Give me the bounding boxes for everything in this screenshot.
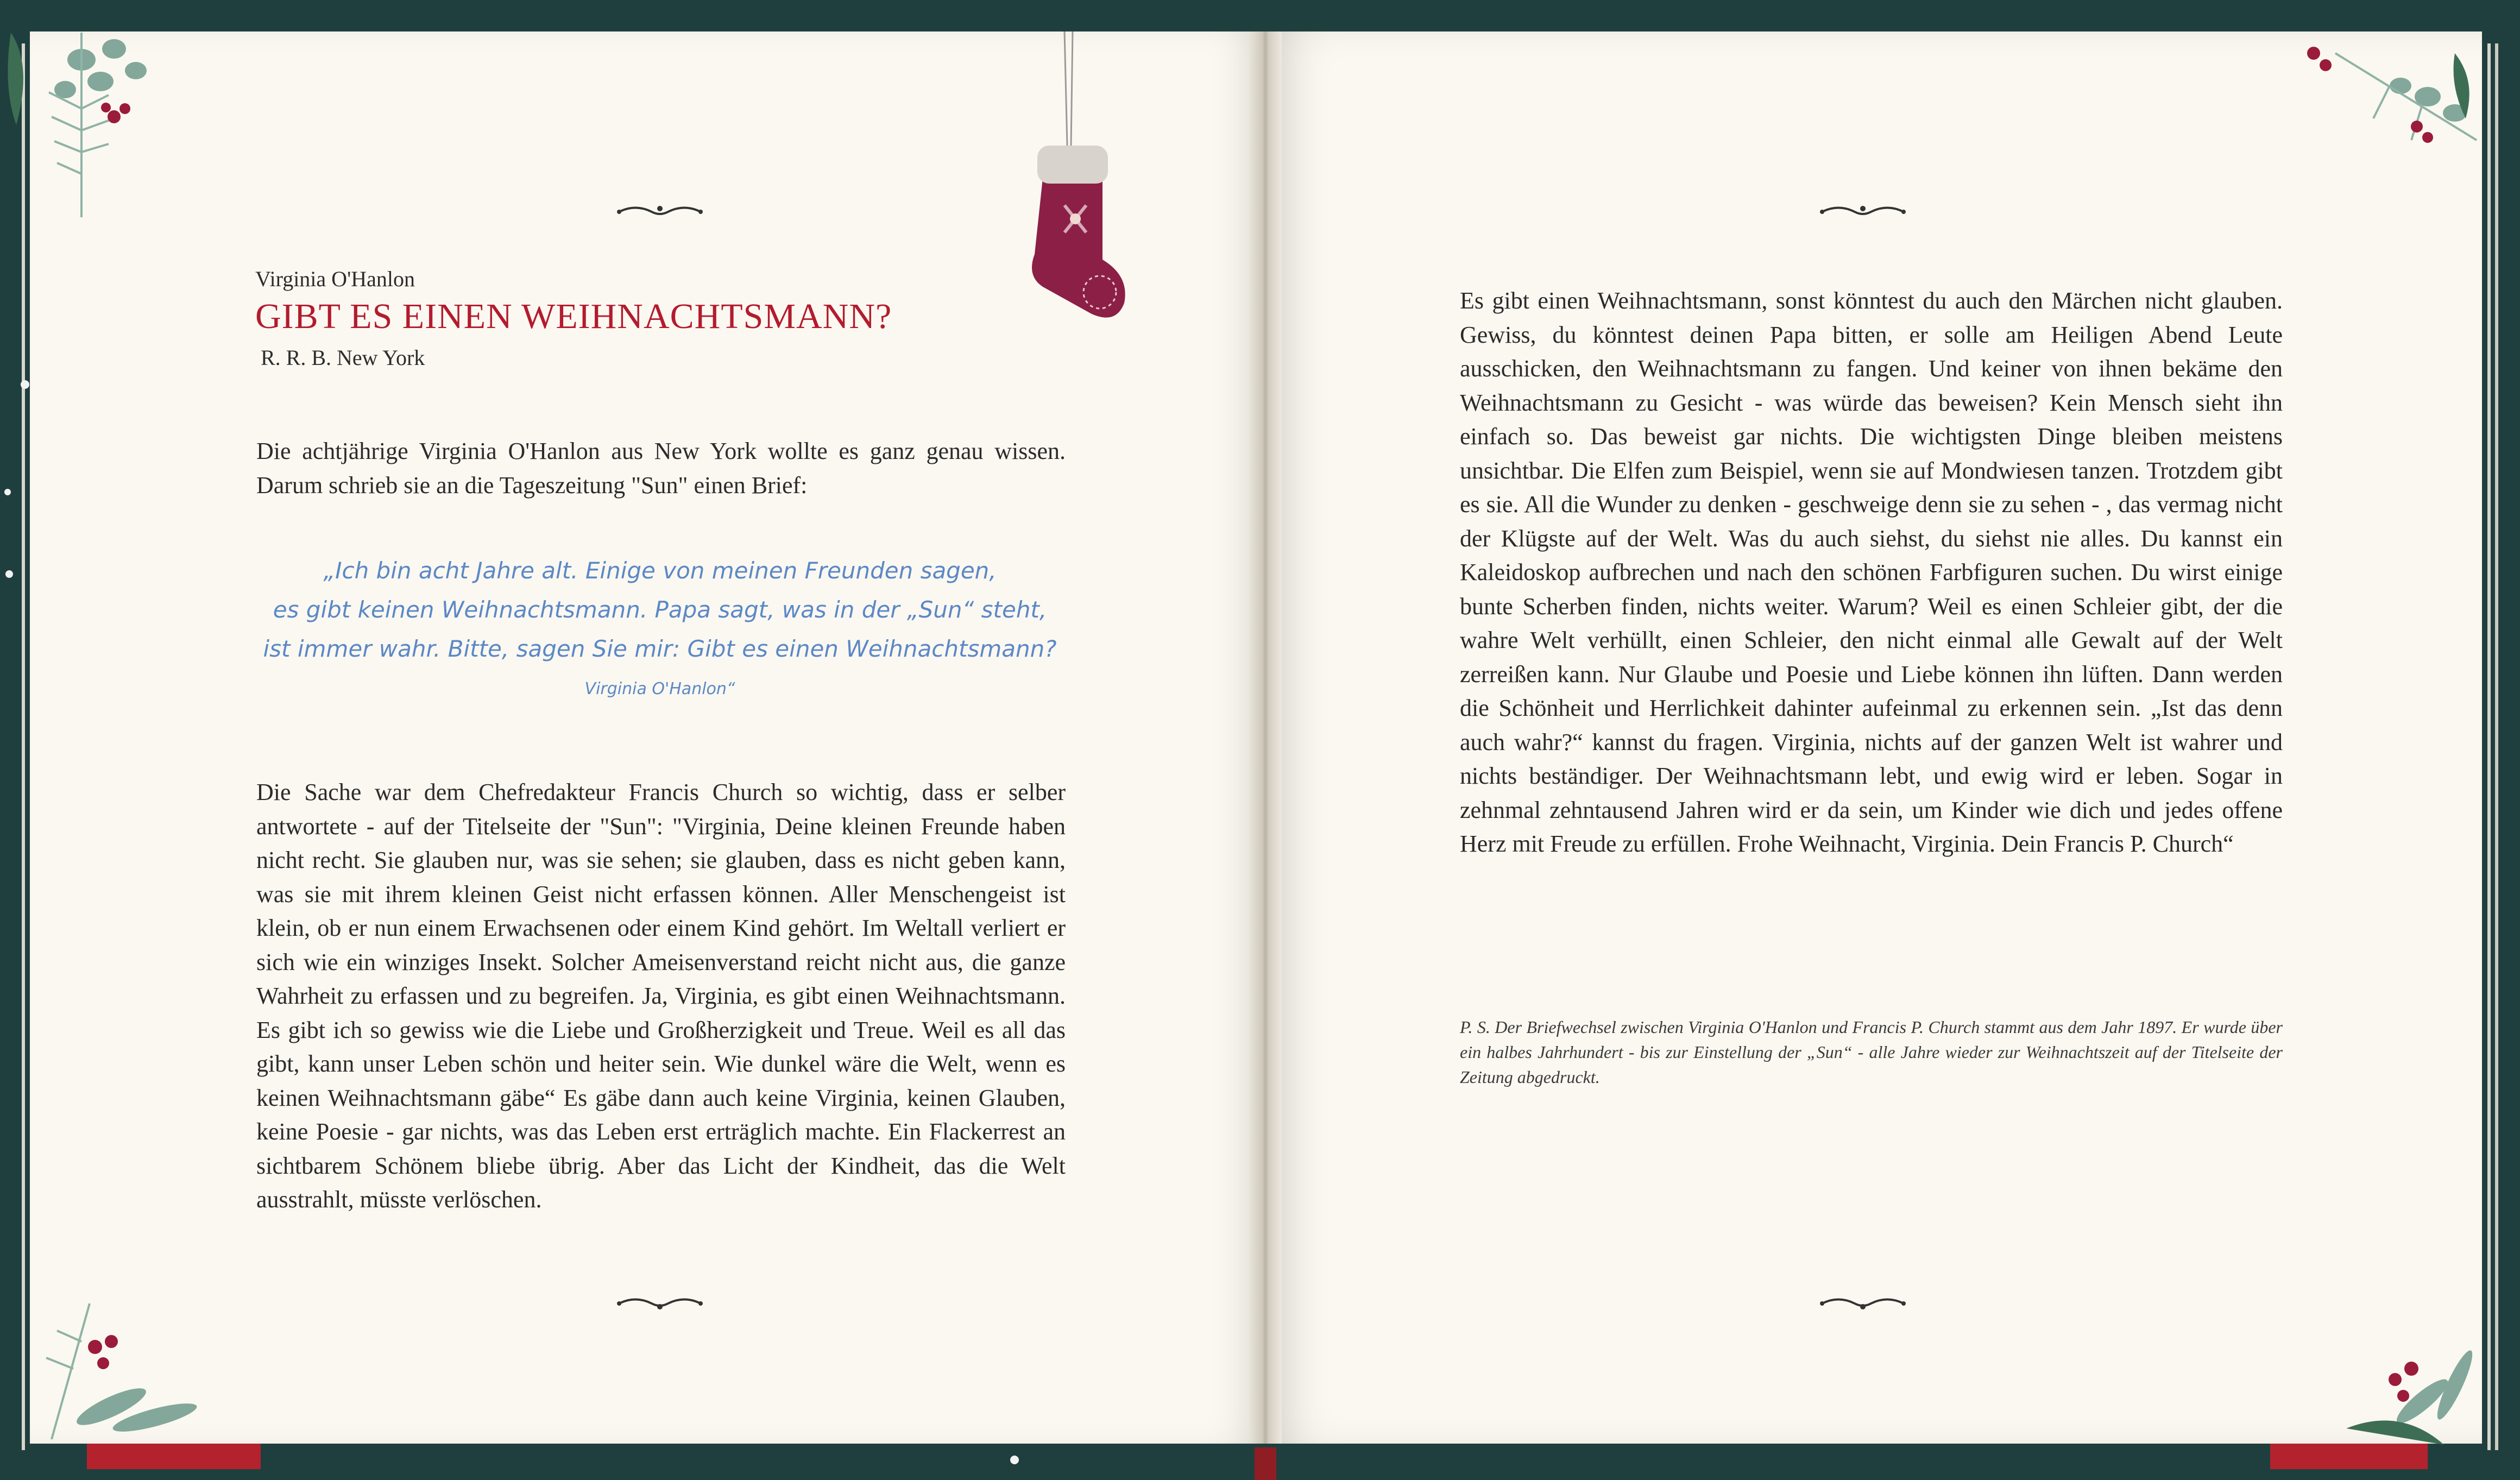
christmas-stocking-icon	[1010, 32, 1141, 336]
page-title: GIBT ES EINEN WEIHNACHTSMANN?	[255, 297, 892, 336]
main-paragraph-right: Es gibt einen Weihnachtsmann, sonst könntest du auch den Märchen nicht glauben. Gewiss, du könntest deinen Papa bitten, er solle am Heiligen Abend Leute ausschicken, den Weihnachtsmann zu fangen. Und keiner von ihnen bekäme den Weihnachtsmann zu Gesicht - was würde das beweisen? Kein Mensch sieht ihn einfach so. Das beweist gar nichts. Die wichtigsten Dinge bleiben meistens unsichtbar. Die Elfen zum Beispiel, wenn sie auf Mondwiesen tanzen. Trotzdem gibt es sie. All die Wunder zu denken - geschweige denn sie zu sehen - , das vermag nicht der Klügste auf der Welt. Was du auch siehst, du siehst nie alles. Du kannst ein Kaleidoskop aufbrechen und nach den schönen Farbfiguren suchen. Du wirst einige bunte Scherben finden, nichts weiter. Warum? Weil es einen Schleier gibt, der die wahre Welt verhüllt, einen Schleier, den nicht einmal alle Gewalt auf der Welt zerreißen kann. Nur Glaube und Poesie und Liebe können ihn lüften. Dann werden die Schönheit und Herrlichkeit dahinter aufeinmal zu erkennen sein. „Ist das denn auch wahr?“ kannst du fragen. Virginia, nichts auf der ganzen Welt ist wahrer und nichts beständiger. Der Weihnachtsmann lebt, und ewig wird er leben. Sogar in zehnmal zehntausend Jahren wird er da sein, um Kinder wie dich und jedes offene Herz mit Freude zu erfüllen. Frohe Weihnacht, Virginia. Dein Francis P. Church“	[1460, 287, 2283, 857]
main-paragraph-left: Die Sache war dem Chefredakteur Francis Church so wichtig, dass er selber antwortete - auf der Titelseite der "Sun": "Virginia, Deine kleinen Freunde haben nicht recht. Sie glauben nur, was sie sehen; sie glauben, dass es nicht geben kann, was sie mit ihrem kleinen Geist nicht erfassen können. Aller Menschengeist ist klein, ob er nun einem Erwachsenen oder einem Kind gehört. Im Weltall verliert er sich wie ein winziges Insekt. Solcher Ameisenverstand reicht nicht aus, die ganze Wahrheit zu erfassen und zu begreifen. Ja, Virginia, es gibt einen Weihnachtsmann. Es gibt ich so gewiss wie die Liebe und Großherzigkeit und Treue. Weil es all das gibt, kann unser Leben schön und heiter sein. Wie dunkel wäre die Welt, wenn es keinen Weihnachtsmann gäbe“ Es gäbe dann auch keine Virginia, keinen Glauben, keine Poesie - gar nichts, was das Leben erst erträglich machte. Ein Flackerrest an sichtbarem Schönem bliebe übrig. Aber das Licht der Kindheit, das die Welt ausstrahlt, müsste verlöschen.	[256, 779, 1066, 1213]
snow-dot	[4, 489, 11, 495]
ornament-flourish-icon	[614, 1293, 706, 1314]
ornament-flourish-icon	[1817, 1293, 1909, 1314]
snow-dot	[5, 570, 13, 578]
letter-line: ist immer wahr. Bitte, sagen Sie mir: Gibt es einen Weihnachtsmann?	[263, 635, 1057, 662]
page-edge-left	[22, 43, 25, 1450]
spine-ribbon	[1255, 1447, 1276, 1480]
article-author: Virginia O'Hanlon	[255, 267, 415, 291]
berry-sprig-icon	[2292, 32, 2498, 173]
bookmark-ribbon-left	[87, 1441, 261, 1469]
holly-branch-icon	[0, 0, 228, 228]
letter-line: es gibt keinen Weihnachtsmann. Papa sagt, was in der „Sun“ steht,	[273, 596, 1047, 623]
snow-dot	[1010, 1456, 1019, 1464]
ornament-flourish-icon	[1817, 201, 1909, 223]
article-subtitle: R. R. B. New York	[261, 345, 425, 370]
letter-quote	[250, 551, 1070, 698]
intro-paragraph: Die achtjährige Virginia O'Hanlon aus New York wollte es ganz genau wissen. Darum schrieb sie an die Tageszeitung "Sun" einen Brief:	[256, 438, 1066, 499]
bookmark-ribbon-right	[2270, 1441, 2428, 1469]
letter-signature: Virginia O'Hanlon“	[584, 679, 735, 698]
letter-line: „Ich bin acht Jahre alt. Einige von meinen Freunden sagen,	[323, 557, 997, 584]
snow-dot	[21, 380, 29, 389]
page-edge-right-2	[2495, 43, 2498, 1450]
postscript-note: P. S. Der Briefwechsel zwischen Virginia O'Hanlon und Francis P. Church stammt aus dem Jahr 1897. Er wurde über ein halbes Jahrhundert - bis zur Einstellung der „Sun“ - alle Jahre wieder zur Weihnachtszeit auf der Titelseite der Zeitung abgedruckt.	[1460, 1017, 2283, 1087]
holly-branch-icon	[2335, 1320, 2498, 1445]
ornament-flourish-icon	[614, 201, 706, 223]
page-edge-right	[2487, 43, 2491, 1450]
holly-branch-icon	[30, 1282, 225, 1445]
book-spine	[1249, 32, 1282, 1444]
